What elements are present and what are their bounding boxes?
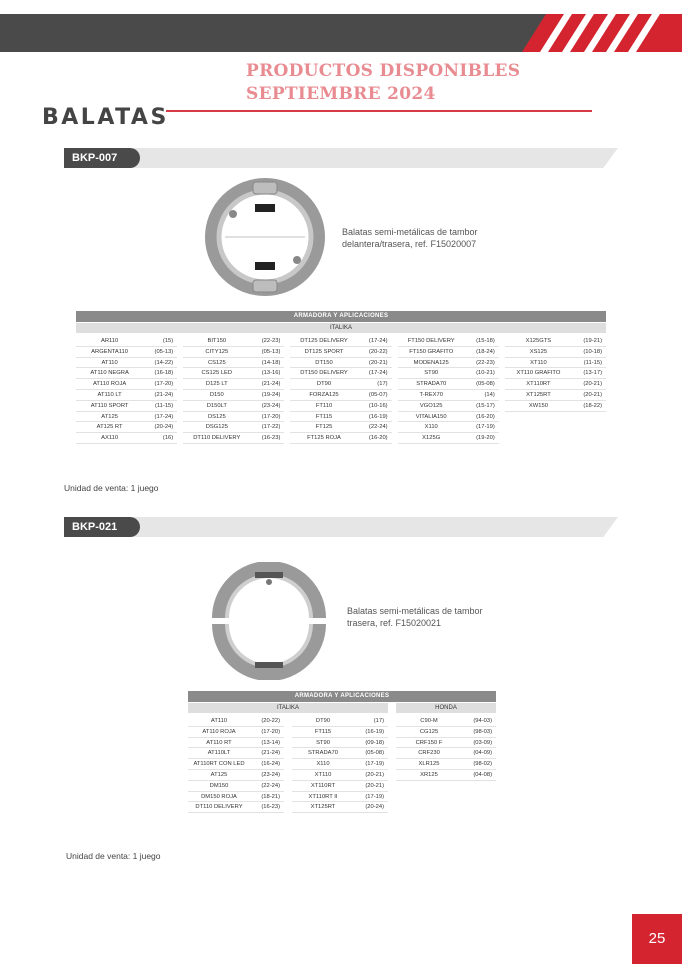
model-years: (98-03) <box>473 728 492 735</box>
model-name: AT125 <box>101 413 118 420</box>
model-years: (17-24) <box>154 413 174 420</box>
model-name: XT125RT <box>310 804 336 811</box>
model-name: STRADA70 <box>416 381 447 388</box>
model-name: DT110 DELIVERY <box>195 804 243 811</box>
applications-table <box>76 311 606 444</box>
table-row <box>396 716 496 727</box>
model-years: (16-20) <box>368 435 388 442</box>
sales-unit: Unidad de venta: 1 juego <box>64 483 159 493</box>
promo-title-line1: PRODUCTOS DISPONIBLES <box>246 61 521 81</box>
table-row <box>398 390 499 401</box>
product-bar-bkp-021 <box>64 517 618 537</box>
table-row <box>76 390 177 401</box>
table-row <box>188 792 284 803</box>
table-row <box>188 802 284 813</box>
model-years: (94-03) <box>473 718 492 724</box>
table-row <box>76 347 177 358</box>
model-name: DM150 ROJA <box>201 793 237 800</box>
table-row <box>290 368 391 379</box>
model-years: (17-24) <box>368 338 388 344</box>
table-row <box>76 358 177 369</box>
table-row <box>292 759 388 770</box>
model-years: (10-21) <box>476 370 495 377</box>
table-row <box>183 347 284 358</box>
model-years: (14-22) <box>154 359 174 366</box>
model-name: C90-M <box>420 718 438 724</box>
table-row <box>398 433 499 444</box>
table-row <box>398 368 499 379</box>
table-columns <box>76 336 606 444</box>
model-name: D150 <box>209 391 224 398</box>
model-name: T-REX70 <box>419 391 443 398</box>
model-name: XT125RT <box>526 391 551 398</box>
model-name: AT110 SPORT <box>90 402 129 409</box>
table-row <box>505 347 606 358</box>
model-years: (05-07) <box>368 391 388 398</box>
model-years: (04-09) <box>473 750 492 757</box>
model-name: FORZA125 <box>309 391 339 398</box>
table-row <box>290 379 391 390</box>
sales-unit: Unidad de venta: 1 juego <box>66 851 161 861</box>
model-years: (16-19) <box>368 413 388 420</box>
description-line2: trasera, ref. F15020021 <box>347 618 442 628</box>
table-row <box>188 738 284 749</box>
model-years: (20-22) <box>368 348 388 355</box>
model-name: FT125 <box>315 424 333 431</box>
product-description <box>342 226 478 250</box>
table-column <box>505 336 606 444</box>
table-row <box>183 422 284 433</box>
table-row <box>183 336 284 347</box>
model-years: (05-13) <box>261 348 281 355</box>
table-row <box>188 770 284 781</box>
table-row <box>398 358 499 369</box>
model-years: (17-20) <box>261 413 281 420</box>
table-row <box>396 738 496 749</box>
brand-header-honda: HONDA <box>396 703 496 713</box>
model-name: X125G <box>422 435 441 442</box>
table-column <box>290 336 391 444</box>
model-name: DT150 <box>315 359 333 366</box>
model-name: BIT150 <box>207 338 227 344</box>
model-years: (16-18) <box>154 370 174 377</box>
model-years: (17-19) <box>365 793 384 800</box>
model-name: DSG125 <box>205 424 228 431</box>
table-row <box>183 433 284 444</box>
table-row <box>76 379 177 390</box>
model-name: MODENA125 <box>413 359 449 366</box>
model-years: (23-24) <box>261 771 280 778</box>
model-name: DT125 SPORT <box>304 348 344 355</box>
model-name: AX110 <box>101 435 119 442</box>
table-row <box>290 422 391 433</box>
table-row <box>76 412 177 423</box>
model-name: VGO125 <box>419 402 443 409</box>
table-row <box>183 401 284 412</box>
table-row <box>505 390 606 401</box>
table-row <box>292 781 388 792</box>
table-column <box>188 716 284 813</box>
model-years: (15) <box>162 338 174 344</box>
model-years: (20-21) <box>583 381 603 388</box>
model-years: (20-22) <box>261 718 280 724</box>
description-line1: Balatas semi-metálicas de tambor <box>342 227 478 237</box>
model-name: DT110 DELIVERY <box>193 435 241 442</box>
model-years: (16-24) <box>261 761 280 768</box>
table-row <box>292 738 388 749</box>
table-row <box>188 716 284 727</box>
model-name: DM150 <box>209 782 229 789</box>
model-years: (18-24) <box>476 348 495 355</box>
section-title: BALATAS <box>42 105 169 130</box>
model-years: (09-18) <box>365 739 384 746</box>
model-name: XT110 <box>314 771 332 778</box>
model-years: (21-24) <box>261 750 280 757</box>
brand-header: ITALIKA <box>76 323 606 333</box>
applications-table <box>188 691 496 813</box>
model-years: (16-19) <box>365 728 384 735</box>
table-row <box>290 390 391 401</box>
product-description <box>347 605 483 629</box>
product-bar-bkp-007 <box>64 148 618 168</box>
model-years: (22-23) <box>261 338 281 344</box>
table-row <box>183 358 284 369</box>
model-years: (13-16) <box>261 370 281 377</box>
model-years: (18-21) <box>261 793 280 800</box>
table-row <box>292 802 388 813</box>
table-row <box>398 379 499 390</box>
table-row <box>505 358 606 369</box>
table-columns <box>188 716 496 813</box>
table-column <box>292 716 388 813</box>
model-years: (15-17) <box>476 402 495 409</box>
model-years: (14) <box>484 391 495 398</box>
stripe-decoration <box>482 14 682 52</box>
table-row <box>76 368 177 379</box>
model-years: (21-24) <box>261 381 281 388</box>
model-years: (20-24) <box>365 804 384 811</box>
table-column <box>396 716 496 813</box>
model-name: AT110 RT <box>206 739 232 746</box>
table-row <box>290 401 391 412</box>
model-years: (03-09) <box>473 739 492 746</box>
table-row <box>188 748 284 759</box>
model-name: ST90 <box>316 739 330 746</box>
table-row <box>292 792 388 803</box>
model-years: (21-24) <box>154 391 174 398</box>
promo-title <box>246 60 520 106</box>
model-years: (19-20) <box>476 435 495 442</box>
table-row <box>398 347 499 358</box>
model-name: CG125 <box>419 728 439 735</box>
model-name: D150LT <box>206 402 227 409</box>
model-years: (04-08) <box>473 771 492 778</box>
description-line1: Balatas semi-metálicas de tambor <box>347 606 483 616</box>
table-row <box>188 727 284 738</box>
model-years: (16-23) <box>261 435 281 442</box>
table-row <box>76 401 177 412</box>
model-name: FT150 GRAFITO <box>409 348 454 355</box>
model-name: FT150 DELIVERY <box>407 338 455 344</box>
model-years: (17) <box>377 381 388 388</box>
table-row <box>292 770 388 781</box>
model-name: X110 <box>316 761 330 768</box>
table-row <box>396 748 496 759</box>
model-name: X110 <box>424 424 438 431</box>
page-number: 25 <box>632 914 682 964</box>
model-years: (14-18) <box>261 359 281 366</box>
model-name: AT125 RT <box>96 424 123 431</box>
model-name: AT110 <box>101 359 118 366</box>
model-name: AT110LT <box>207 750 231 757</box>
model-years: (17) <box>373 718 384 724</box>
model-years: (15-18) <box>476 338 495 344</box>
table-row <box>292 727 388 738</box>
table-row <box>290 336 391 347</box>
model-years: (23-24) <box>261 402 281 409</box>
model-name: AT110 NEGRA <box>90 370 129 377</box>
model-years: (05-08) <box>365 750 384 757</box>
table-row <box>396 770 496 781</box>
table-row <box>183 368 284 379</box>
model-years: (16-20) <box>476 413 495 420</box>
model-years: (17-19) <box>365 761 384 768</box>
model-years: (22-24) <box>261 782 280 789</box>
table-header: ARMADORA Y APLICACIONES <box>76 311 606 322</box>
product-code: BKP-021 <box>64 517 140 537</box>
model-years: (19-24) <box>261 391 281 398</box>
model-years: (13-17) <box>583 370 603 377</box>
model-years: (19-21) <box>583 338 603 344</box>
model-name: VITALIA150 <box>415 413 447 420</box>
model-name: DS125 <box>207 413 226 420</box>
model-years: (22-24) <box>368 424 388 431</box>
model-name: XS125 <box>529 348 548 355</box>
model-years: (22-23) <box>476 359 495 366</box>
model-name: DT150 DELIVERY <box>300 370 348 377</box>
model-name: D125 LT <box>205 381 228 388</box>
model-name: CITY125 <box>205 348 229 355</box>
title-underline <box>166 110 592 112</box>
model-name: XT110RT II <box>308 793 338 800</box>
model-name: X125GTS <box>525 338 552 344</box>
table-row <box>290 358 391 369</box>
model-name: FT110 <box>315 402 333 409</box>
model-name: FT115 <box>315 413 333 420</box>
model-name: ST90 <box>424 370 439 377</box>
table-column <box>183 336 284 444</box>
model-years: (20-21) <box>365 782 384 789</box>
model-name: XT110 <box>530 359 547 366</box>
top-banner <box>0 14 682 52</box>
table-row <box>183 379 284 390</box>
model-name: FT115 <box>314 728 332 735</box>
table-row <box>292 748 388 759</box>
model-name: AT110 ROJA <box>92 381 127 388</box>
model-name: STRADA70 <box>308 750 338 757</box>
brake-shoe-image <box>205 562 333 680</box>
model-name: XT110 GRAFITO <box>516 370 561 377</box>
model-name: XT110RT <box>526 381 551 388</box>
brake-shoe-image <box>205 178 325 296</box>
model-name: AT110 LT <box>97 391 122 398</box>
model-years: (05-13) <box>154 348 174 355</box>
model-name: AR110 <box>100 338 119 344</box>
model-name: XLR125 <box>418 761 440 768</box>
table-row <box>188 781 284 792</box>
model-years: (17-20) <box>261 728 280 735</box>
model-name: AT110 ROJA <box>202 728 236 735</box>
model-years: (10-18) <box>583 348 603 355</box>
model-name: XR125 <box>420 771 438 778</box>
table-row <box>505 379 606 390</box>
model-years: (05-08) <box>476 381 495 388</box>
model-years: (11-15) <box>583 359 603 366</box>
table-row <box>76 422 177 433</box>
table-row <box>188 759 284 770</box>
brand-header-italika: ITALIKA <box>188 703 388 713</box>
table-row <box>398 401 499 412</box>
model-years: (17-22) <box>261 424 281 431</box>
table-row <box>183 390 284 401</box>
model-name: XT110RT <box>310 782 336 789</box>
model-years: (20-21) <box>365 771 384 778</box>
table-header: ARMADORA Y APLICACIONES <box>188 691 496 702</box>
promo-title-line2: SEPTIEMBRE 2024 <box>246 84 436 104</box>
model-name: XW150 <box>528 402 548 409</box>
brand-headers <box>188 703 496 713</box>
table-column <box>398 336 499 444</box>
model-years: (98-02) <box>473 761 492 768</box>
model-name: AT110RT CON LED <box>193 761 245 768</box>
table-row <box>396 727 496 738</box>
table-row <box>505 368 606 379</box>
model-name: FT125 ROJA <box>307 435 341 442</box>
model-name: CS125 LED <box>201 370 233 377</box>
model-years: (18-22) <box>583 402 603 409</box>
table-row <box>505 401 606 412</box>
model-years: (16-23) <box>261 804 280 811</box>
model-name: DT125 DELIVERY <box>300 338 348 344</box>
model-years: (17-24) <box>368 370 388 377</box>
table-row <box>183 412 284 423</box>
description-line2: delantera/trasera, ref. F15020007 <box>342 239 477 249</box>
table-row <box>76 336 177 347</box>
model-name: AT125 <box>210 771 228 778</box>
model-years: (20-24) <box>154 424 174 431</box>
table-row <box>290 347 391 358</box>
model-name: AT110 <box>210 718 228 724</box>
model-name: DT90 <box>316 381 332 388</box>
model-years: (11-15) <box>154 402 174 409</box>
product-code: BKP-007 <box>64 148 140 168</box>
model-name: ARGENTA110 <box>91 348 129 355</box>
model-years: (17-19) <box>476 424 495 431</box>
model-name: CS125 <box>207 359 226 366</box>
table-row <box>398 422 499 433</box>
table-row <box>76 433 177 444</box>
table-row <box>398 336 499 347</box>
model-years: (17-20) <box>154 381 174 388</box>
model-name: CRF230 <box>418 750 440 757</box>
model-name: DT90 <box>315 718 331 724</box>
model-years: (20-21) <box>583 391 603 398</box>
table-column <box>76 336 177 444</box>
model-years: (16) <box>162 435 174 442</box>
model-years: (13-14) <box>261 739 280 746</box>
table-row <box>292 716 388 727</box>
model-name: CRF150 F <box>415 739 443 746</box>
model-years: (20-21) <box>368 359 388 366</box>
table-row <box>505 336 606 347</box>
table-row <box>290 433 391 444</box>
model-years: (10-16) <box>368 402 388 409</box>
table-row <box>396 759 496 770</box>
table-row <box>290 412 391 423</box>
table-row <box>398 412 499 423</box>
